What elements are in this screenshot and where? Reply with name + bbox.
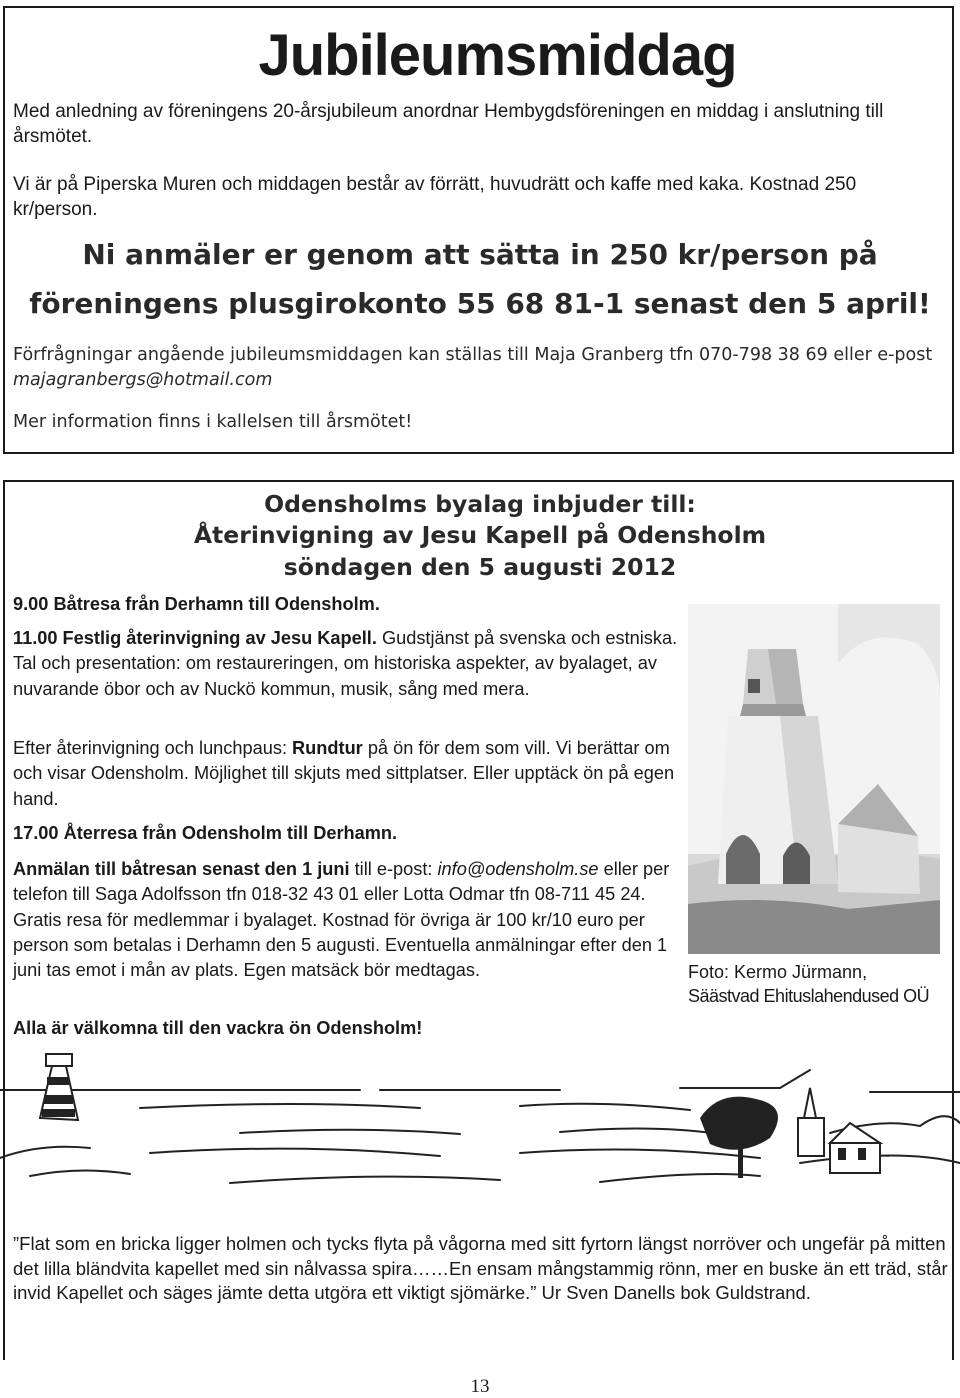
- schedule-item-ceremony: [13, 626, 678, 702]
- signup-deadline: Anmälan till båtresan senast den 1 juni: [13, 859, 350, 879]
- tour-pre: Efter återinvigning och lunchpaus:: [13, 738, 293, 758]
- caption-line2: Säästvad Ehituslahendused OÜ: [688, 986, 930, 1006]
- inquiry-email-link[interactable]: majagranbergs@hotmail.com: [13, 370, 273, 390]
- island-drawing: [0, 1048, 960, 1198]
- signup-highlight-line1: Ni anmäler er genom att sätta in 250 kr/person på: [82, 238, 878, 271]
- inquiry-paragraph: [13, 343, 948, 393]
- inquiry-text: Förfrågningar angående jubileumsmiddagen kan ställas till Maja Granberg tfn 070-798 38 69 eller e-post: [13, 345, 933, 365]
- page-number: 13: [470, 1376, 490, 1397]
- photo-caption: [688, 960, 950, 1008]
- chapel-photo: [688, 604, 940, 954]
- tour-bold: Rundtur: [292, 738, 363, 758]
- signup-text: eller per telefon till Saga Adolfsson tfn 018-32 43 01 eller Lotta Odmar tfn 08-711 45 24. Gratis resa för medlemmar i byalaget. Kostnad för övriga är 100 kr/10 euro per person som betalas i Derhamn den 5 augusti. Eventuella anmälningar efter den 1 juni tas emot i mån av plats. Egen matsäck bör medtagas.: [13, 859, 670, 981]
- event-heading-line1: Odensholms byalag inbjuder till:: [264, 490, 696, 518]
- page-title: Jubileumsmiddag: [258, 23, 737, 88]
- welcome-text: Alla är välkomna till den vackra ön Odensholm!: [13, 1018, 423, 1038]
- caption-line1: Foto: Kermo Jürmann,: [688, 962, 868, 982]
- quote-paragraph: ”Flat som en bricka ligger holmen och tycks flyta på vågorna med sitt fyrtorn längst norröver och ungefär på mitten det lilla bländvita kapellet med sin nålvassa spira……En ensam mångstammig rönn, mer en buske än ett träd, står invid Kapellet och säges jämte detta utgöra ett viktigt sjömärke.” Ur Sven Danells bok Guldstrand.: [13, 1233, 948, 1303]
- schedule-item-return: 17.00 Återresa från Odensholm till Derhamn.: [13, 823, 398, 843]
- signup-email-link[interactable]: info@odensholm.se: [437, 859, 599, 879]
- more-info-text: Mer information finns i kallelsen till årsmötet!: [13, 412, 413, 432]
- signup-paragraph: [13, 857, 678, 983]
- signup-highlight-line2: föreningens plusgirokonto 55 68 81-1 senast den 5 april!: [29, 287, 931, 320]
- event-heading-line3: söndagen den 5 augusti 2012: [283, 553, 677, 581]
- intro-paragraph: Med anledning av föreningens 20-årsjubileum anordnar Hembygdsföreningen en middag i anslutning till årsmötet.: [13, 101, 884, 147]
- event-heading-line2: Återinvigning av Jesu Kapell på Odensholm: [193, 521, 767, 549]
- schedule-item-boat: 9.00 Båtresa från Derhamn till Odensholm.: [13, 594, 380, 614]
- tour-post: på ön för dem som vill. Vi berättar om och visar Odensholm. Möjlighet till skjuts med sittplatser. Eller upptäck ön på egen hand.: [13, 738, 675, 809]
- schedule-item-tour: [13, 736, 678, 812]
- ceremony-title: 11.00 Festlig återinvigning av Jesu Kapell.: [13, 628, 377, 648]
- ceremony-text: Gudstjänst på svenska och estniska. Tal och presentation: om restaureringen, om historiska aspekter, av byalaget, av nuvarande öbor och av Nuckö kommun, musik, sång med mera.: [13, 628, 678, 699]
- venue-paragraph: Vi är på Piperska Muren och middagen består av förrätt, huvudrätt och kaffe med kaka. Kostnad 250 kr/person.: [13, 174, 857, 220]
- signup-pre: till e-post:: [349, 859, 438, 879]
